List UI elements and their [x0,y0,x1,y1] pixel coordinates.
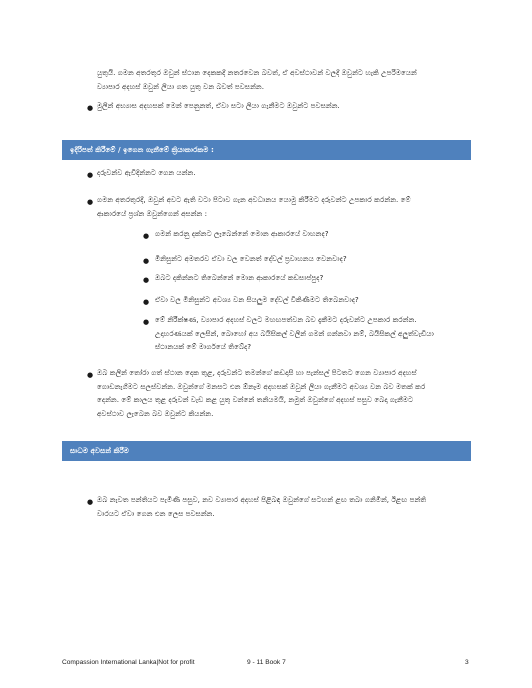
bullet-text: ඔබ නැවත පන්තියට පැමිණි පසුව, නව ව්‍යාපාර අදහස් පිළිබඳ ඔවුන්ගේ සටහන් ළඟ තබා ගනිමින්, ඊළඟ පන්ති වාරයට ඒවා ගෙන එන ලෙස පවසන්න. [97,495,427,518]
sub-bullet-dot-icon: ● [143,232,150,240]
footer-organization: Compassion International Lanka|Not for profit [62,659,195,666]
bullet-text: මුලින් අභ්‍යාස අදහසක් මෙන් පෙනුනත්, ඒවා සටා ලියා ගැනීමට ඔවුන්ට පවසන්න. [97,101,340,110]
section-heading-conclusion: සාධම අවසන් කිරීම [62,441,471,461]
bullet-dot-icon: ● [87,104,94,112]
intro-paragraph: යුතුයි. ගමන අතරතුර ඔවුන් ස්ථාන දෙකකදී නතරවෙන බවත්, ඒ අවස්ථාවන් වලදී ඔවුන්ට හැකි උපරිමයෙන් ව්‍යාපාර අදහස් ඔවුන් ලියා ගත යුතු වන බවත් පවසන්න. [97,68,417,91]
sub-bullet-dot-icon: ● [143,318,150,326]
footer-book-label: 9 - 11 Book 7 [247,659,286,666]
bullet-text: දරුවන්ව ඇවිදින්නට ගෙන යන්න. [97,168,196,177]
sub-bullet-text: මේ නිරීක්ෂණ, ව්‍යාපාර අදහස් වලට මහඟපත්වන බව දැකීමට දරුවන්ට උපකාර කරන්න. උදාහරණයක් ලෙසින්, බොහෝ අය බයිසිකල් වලින් ගමන් ගන්නවා නම්, බයිසිකල් අලුත්වැඩියා ස්ථානයක් මේ මාර්ගයේ තිබේද? [155,315,434,351]
bullet-dot-icon: ● [87,371,94,379]
sub-bullet-dot-icon: ● [143,298,150,306]
section-heading-activities: ඉදිරිපත් කිරීමේ / ඉගෙන ගැනීමේ ක්‍රියාකාරකම : [62,140,471,160]
sub-bullet-text: ඔබට දකින්නට තිබෙන්නේ මොන ආකාරයේ කඩසාප්පුද? [155,273,324,282]
sub-bullet-text: මිනිසුන්ට අමතරව ඒවා වල වෙනත් දේවල් ප්‍රවාහනය වෙනවාද? [155,254,347,263]
bullet-dot-icon: ● [87,498,94,506]
sub-bullet-text: ගමන් කරනු දක්නට ලැබෙන්නේ මොන ආකාරයේ වාහනද? [155,229,329,238]
sub-bullet-text: ඒවා වල මිනිසුන්ට අවශ්‍ය වන සියලුම දේවල් විකිණීමට තිබෙනවාද? [155,295,359,304]
bullet-dot-icon: ● [87,198,94,206]
bullet-text: ගමන අතරතුරදී, ඔවුන් අවට ඇති වටා පිටාව ගැන අවධානය යොමු කිරීමට දරුවන්ට උපකාර කරන්න. මේ ආකාරයේ ප්‍රශ්න ඔවුන්ගෙන් අසන්න : [97,195,411,218]
sub-bullet-dot-icon: ● [143,276,150,284]
bullet-text: ඔබ කලින් තෝරා ගත් ස්ථාන දෙක තුළ, දරුවන්ට තමන්ගේ කඩදාසි හා පැන්සල් පිටතට ගෙන ව්‍යාපාර අදහස් ගොඩනැගීමට සලස්වන්න. ඔවුන්ගේ මනසට එන ඕනෑම අදහසක් ඔවුන් ලියා ගැනීමට අවශ්‍ය වන බව මතක් කර දෙන්න. මේ කාලය තුළ දරුවන් වැඩ කළ යුතු වන්නේ තනියමයි, නමුත් ඔවුන්ගේ අදහස් පසුව බෙදා ගැනීමට අවස්ථාව ලැබෙන බව ඔවුන්ට කියන්න. [97,368,426,418]
sub-bullet-dot-icon: ● [143,257,150,265]
bullet-dot-icon: ● [87,171,94,179]
footer-page-number: 3 [465,659,469,666]
